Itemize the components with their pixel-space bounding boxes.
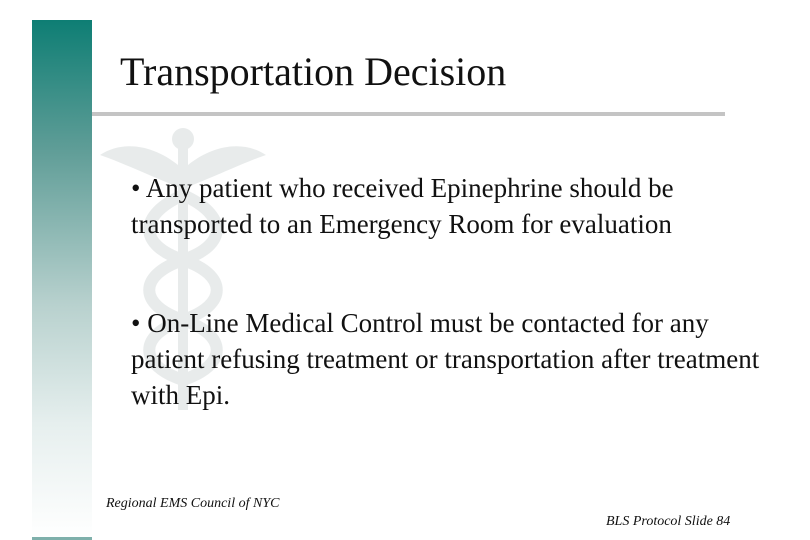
title-divider xyxy=(92,112,725,116)
accent-side-bar xyxy=(32,20,92,538)
bullet-epinephrine-transport: • Any patient who received Epinephrine should be transported to an Emergency Room for evaluation xyxy=(131,173,674,239)
footer-organization: Regional EMS Council of NYC xyxy=(106,496,280,511)
footer-slide-number: BLS Protocol Slide 84 xyxy=(606,514,731,529)
bullet-medical-control: • On-Line Medical Control must be contacted for any patient refusing treatment or transportation after treatment with Epi. xyxy=(131,308,760,410)
slide-title: Transportation Decision xyxy=(120,49,507,94)
